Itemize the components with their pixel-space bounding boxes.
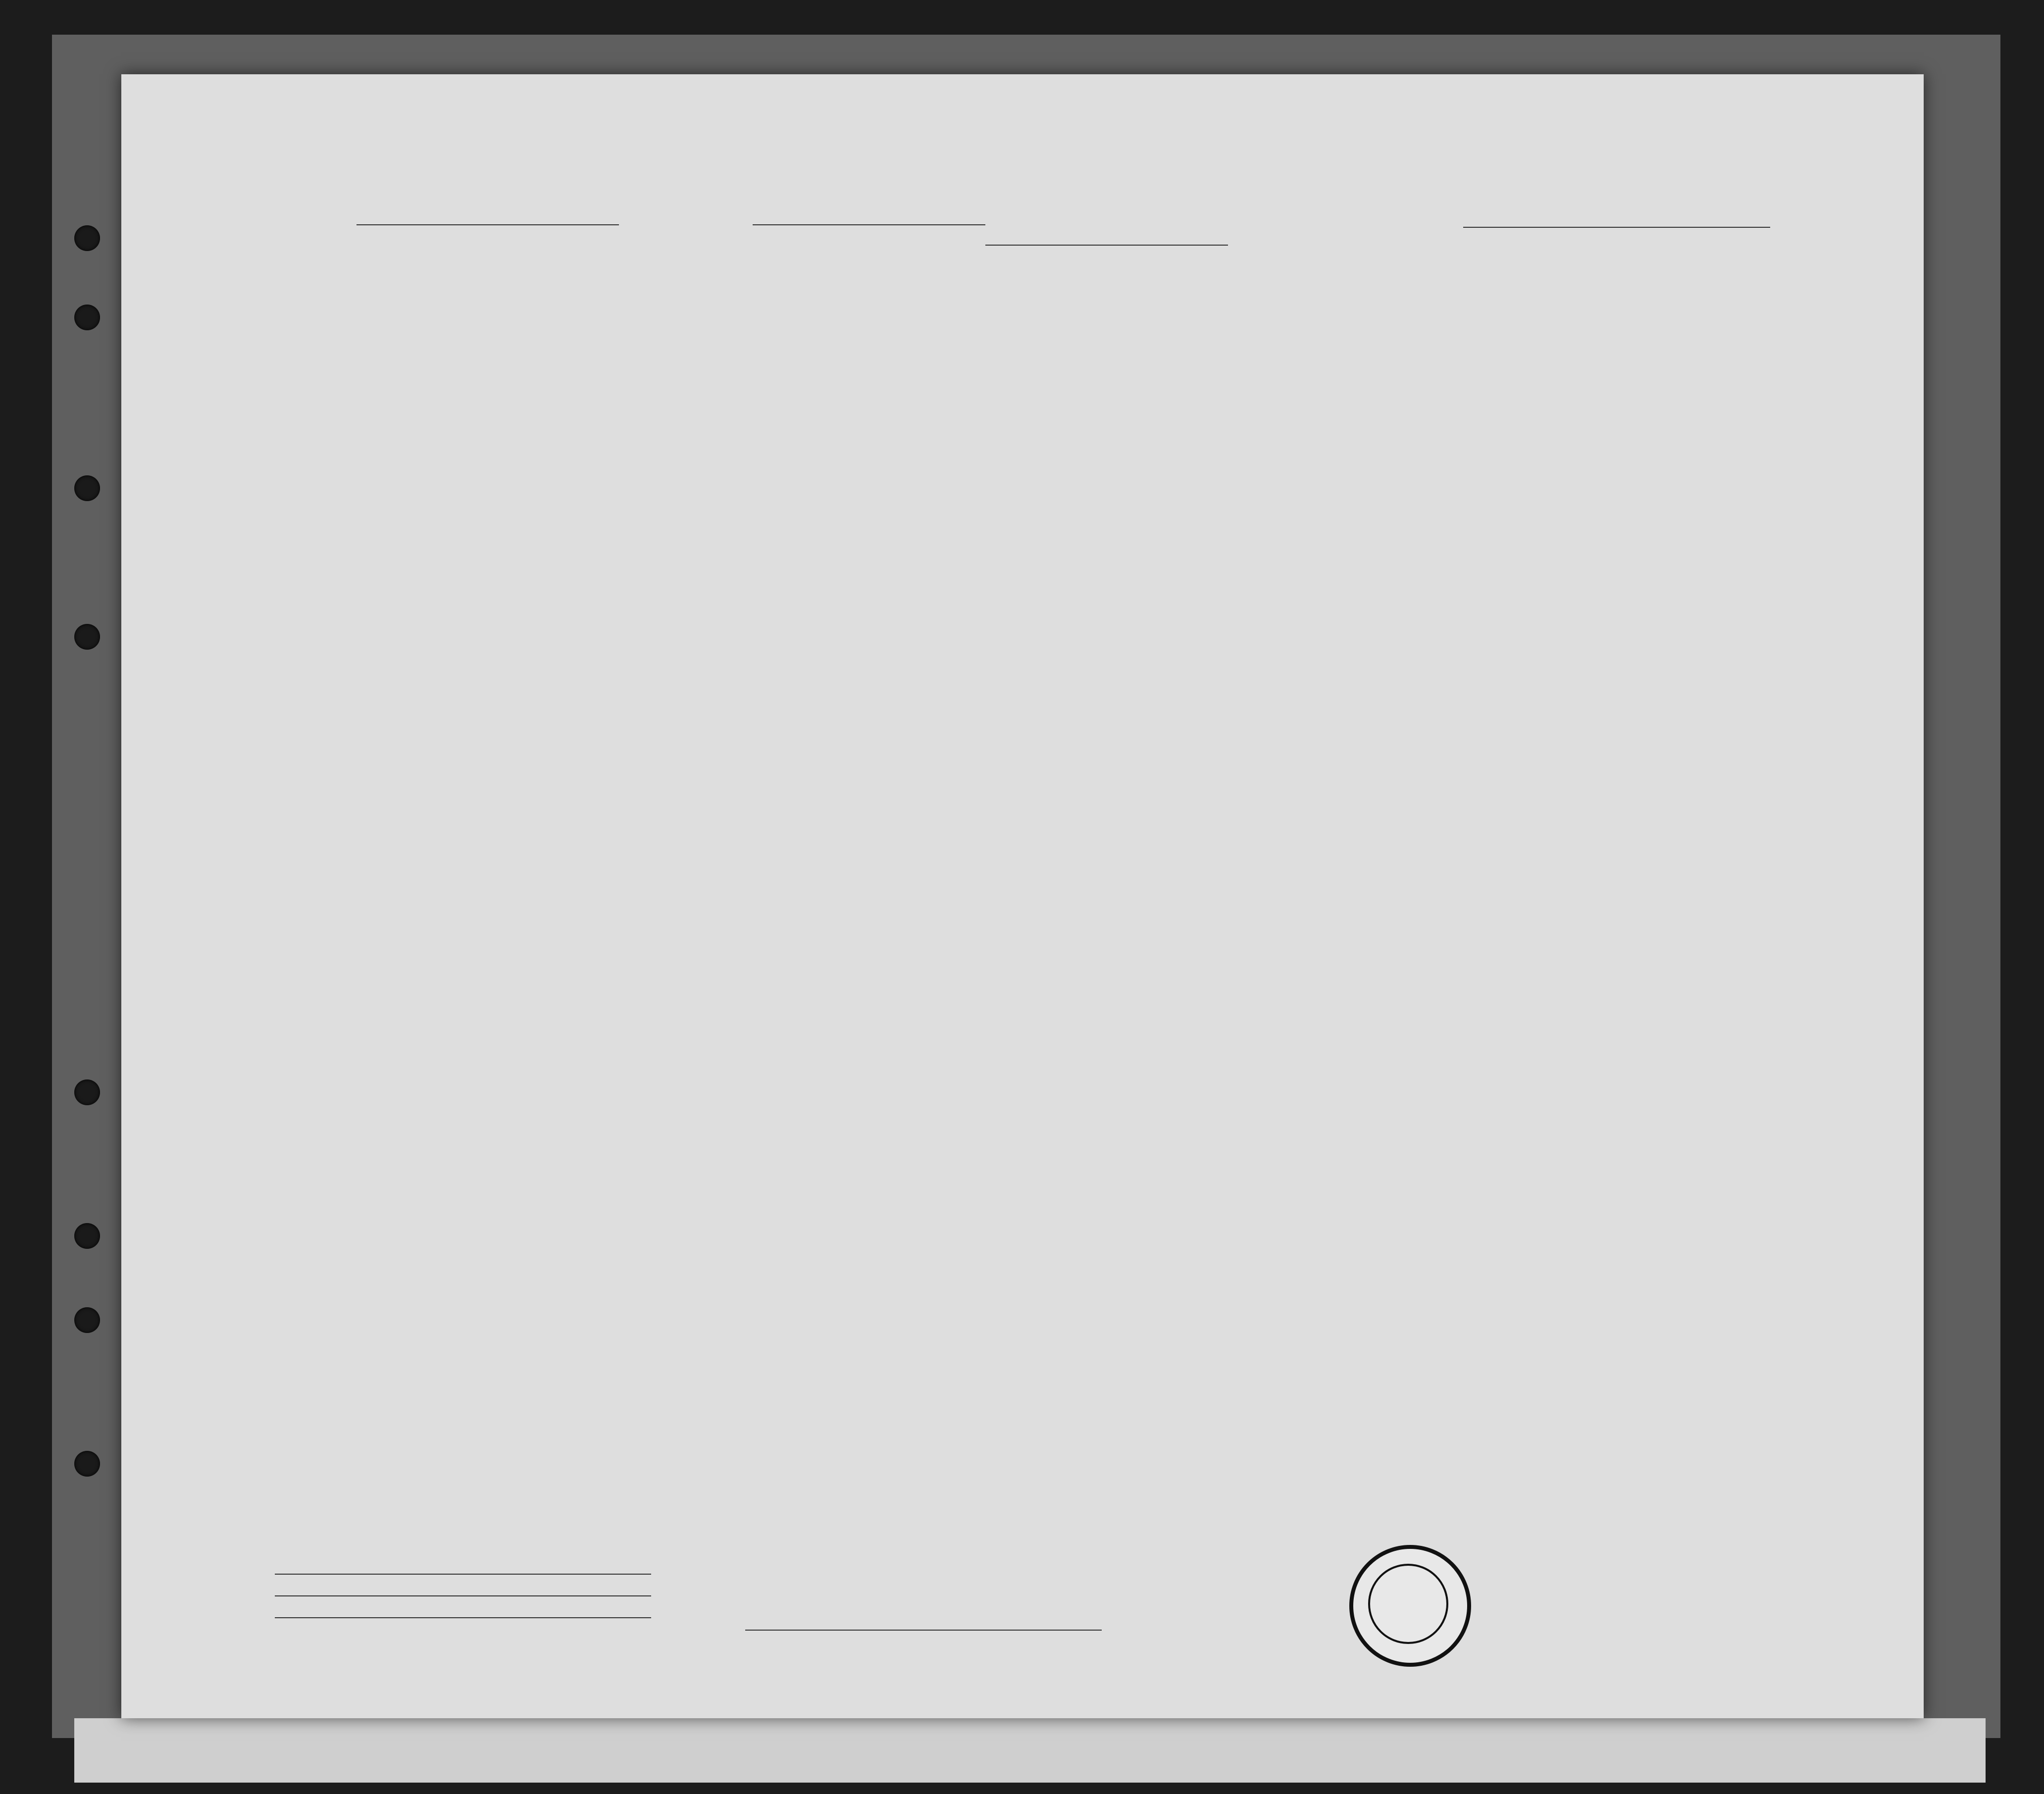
stamp-inner-ring — [1368, 1564, 1448, 1644]
footer-owners-row — [201, 1595, 745, 1617]
punch-hole-icon — [74, 1307, 100, 1333]
manifest-sheet — [121, 74, 1924, 1718]
punch-hole-icon — [74, 624, 100, 650]
punch-hole-icon — [74, 475, 100, 501]
agents-value — [275, 1617, 651, 1618]
punch-hole-icon — [74, 225, 100, 251]
punch-hole-icon — [74, 305, 100, 330]
footer-line-row — [201, 1574, 745, 1595]
punch-hole-icon — [74, 1079, 100, 1105]
arrival-date-line — [985, 244, 1228, 246]
arriving-port — [753, 224, 985, 225]
vessel-name — [357, 224, 619, 225]
punch-hole-icon — [74, 1223, 100, 1249]
footer-agents-row — [201, 1617, 745, 1639]
footer-owners — [201, 1574, 745, 1639]
signature-line — [745, 1629, 1102, 1631]
from-port — [1463, 227, 1770, 228]
port-of-balboa-stamp — [1349, 1545, 1471, 1667]
line-value — [275, 1574, 651, 1575]
printing-office — [191, 255, 220, 267]
owners-value — [275, 1595, 651, 1596]
vessel-line — [292, 222, 1773, 247]
punch-hole-icon — [74, 1451, 100, 1477]
underlying-sheet — [74, 1718, 1986, 1783]
